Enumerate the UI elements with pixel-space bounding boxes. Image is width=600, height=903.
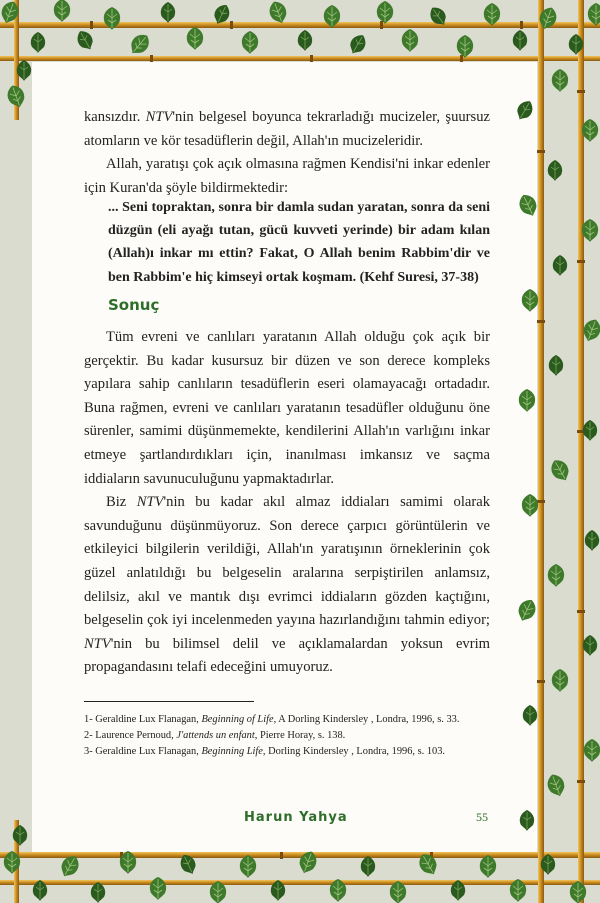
footnote-text: 2- Laurence Pernoud, [84,730,177,742]
footnotes [84,712,494,761]
footnote-text: , Pierre Horay, s. 138. [254,730,346,742]
paragraph-3: Tüm evreni ve canlıları yaratanın Allah olduğu çok açık bir gerçektir. Bu kadar kusursuz bir düzen ve son derece kompleks yapılara sahip canlıların tesadüflerin eseri olamayacağı ortadadır. Buna rağmen, evreni ve canlıları yaratanın tesadüfler olduğunu öne sürenler, samimi düşünmemekte, kendilerini Allah'ın varlığını inkar etmeye şartlandırdıkları için, inanılması imkansız ve saçma iddiaların savunuculuğunu yapmaktadırlar. [84,329,490,487]
paragraph-4-text: 'nin bu bilimsel delil ve açıklamalardan yoksun evrim propagandasını telafi edeceğini umuyoruz. [84,635,490,676]
footnote-text: , A Dorling Kindersley , Londra, 1996, s. 33. [273,714,460,725]
footnote-3 [84,744,494,760]
section-heading: Sonuç [108,296,160,314]
footnote-1 [84,712,494,728]
footnote-title: Beginning Life [201,746,263,758]
paragraph-3-block [84,326,490,680]
paragraph-2: Allah, yaratışı çok açık olmasına rağmen Kendisi'ni inkar edenler için Kuran'da şöyle bildirmektedir: [84,156,490,196]
ntv-italic: NTV [145,109,173,125]
paragraph-4-text: 'nin bu kadar akıl almaz iddiaları samimi olarak savunduğunu düşünmüyoruz. Son derece çarpıcı görüntülerin ve etkileyici bilgilerin verildiği, Allah'ın yaratışının örneklerinin çok güzel anlatıldığı bu belgeselin aralarına serpiştirilen anlamsız, delilsiz, akıl ve mantık dışı evrimci iddiaların gözden kaçtığını, belgeselin çok iyi incelenmeden yayına hazırlandığını tahmin ediyor; [84,494,490,629]
footnote-title: Beginning of Life [201,714,274,725]
paragraph-1-text-cont: 'nin belgesel boyunca tekrarladığı mucizeler, şuursuz atomların ve kör tesadüflerin değil, Allah'ın mucizeleridir. [84,109,490,149]
footnote-text: 1- Geraldine Lux Flanagan, [84,714,202,725]
footnote-text: 3- Geraldine Lux Flanagan, [84,746,202,758]
page-number: 55 [476,810,488,824]
paragraph-1-text: kansızdır. [84,109,146,125]
paragraph-4 [84,491,490,680]
footnote-2 [84,728,494,744]
footnote-divider [84,701,254,702]
quran-quote: ... Seni topraktan, sonra bir damla sudan yaratan, sonra da seni düzgün (eli ayağı tutan, gücü kuvveti yerinde) bir adam kılan (Allah)ı inkar mı ettin? Fakat, O Allah benim Rabbim'dir ve ben Rabbim'e hiç kimseyi ortak koşmam. (Kehf Suresi, 37-38) [108,200,490,285]
ntv-italic: NTV [84,635,111,652]
ntv-italic: NTV [136,494,164,511]
footnote-text: , Dorling Kindersley , Londra, 1996, s. 103. [262,746,446,758]
footer-author: Harun Yahya [244,810,348,825]
paragraph-4-text: Biz [106,494,137,511]
paragraph-1 [84,106,490,200]
footnote-title: J'attends un enfant [176,730,255,742]
